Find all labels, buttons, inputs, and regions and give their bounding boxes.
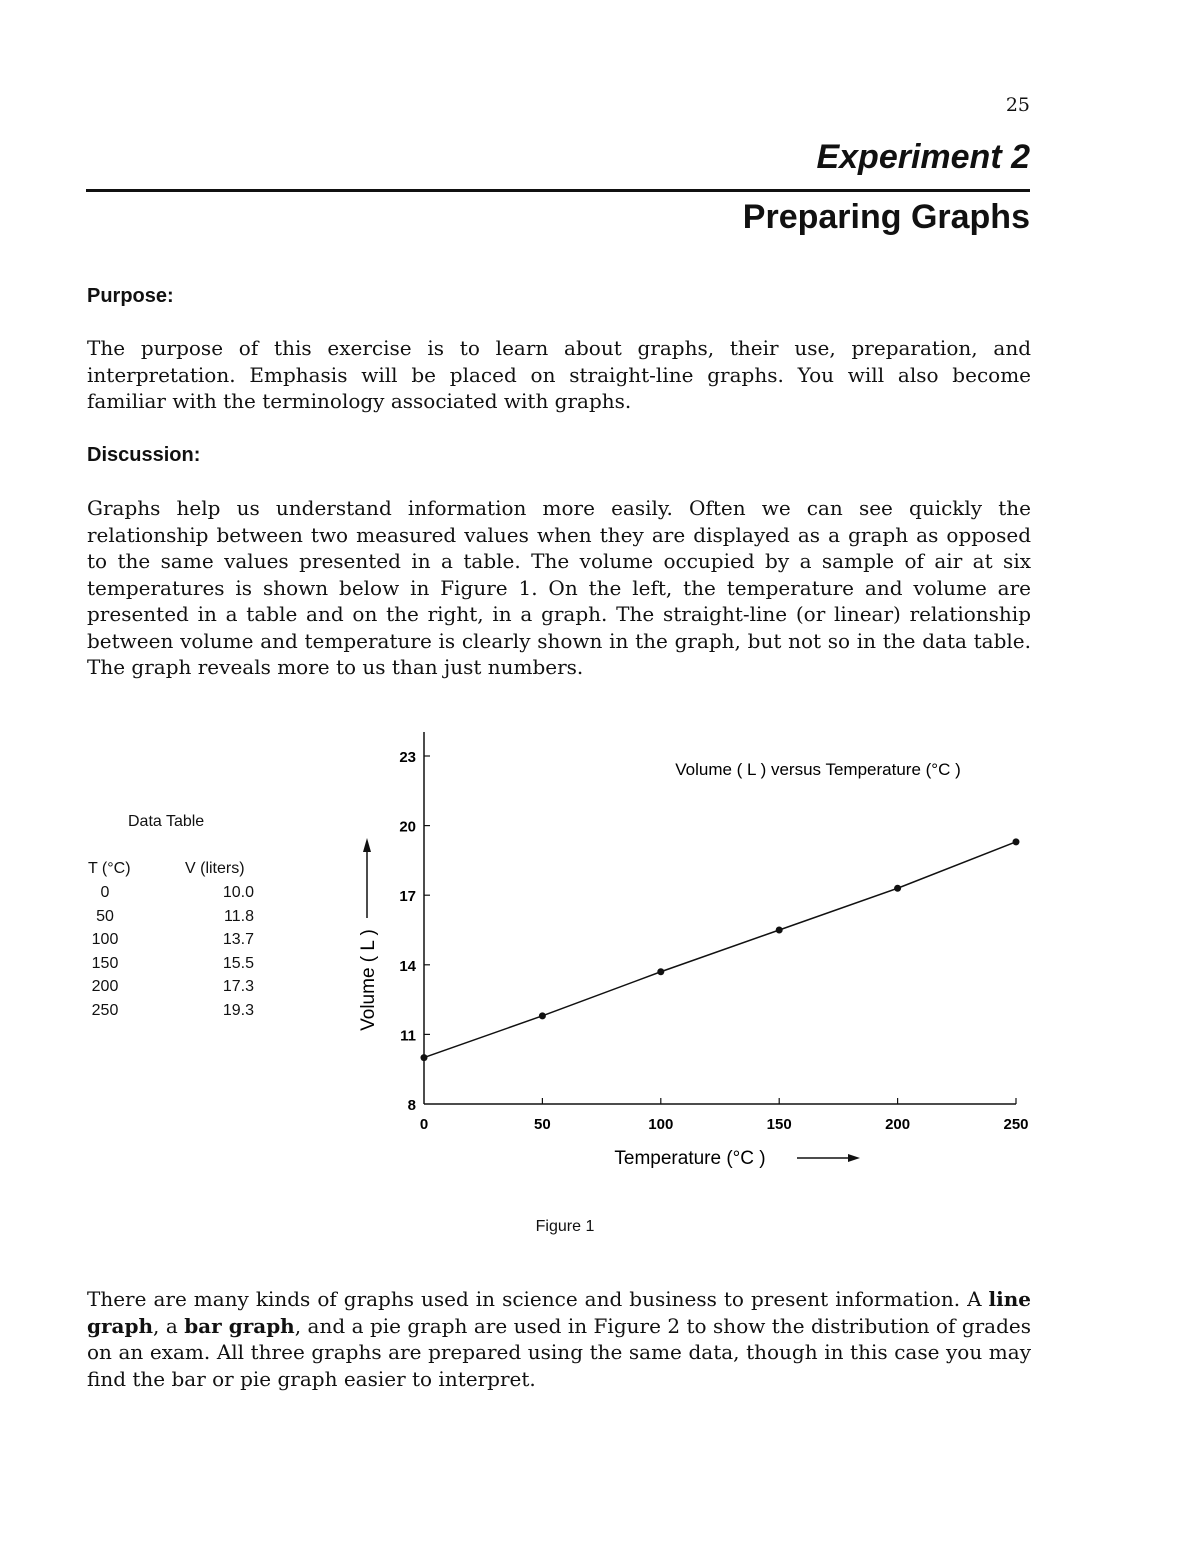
closing-text-2: , a bbox=[153, 1313, 185, 1338]
table-cell-volume: 13.7 bbox=[222, 931, 254, 948]
x-tick-label: 100 bbox=[648, 1116, 674, 1133]
chart-series bbox=[421, 838, 1020, 1061]
table-cell-volume: 19.3 bbox=[222, 1001, 254, 1019]
table-cell-temperature: 200 bbox=[91, 978, 119, 995]
y-axis-arrow bbox=[363, 838, 371, 918]
page-title: Preparing Graphs bbox=[742, 198, 1030, 236]
x-tick-label: 200 bbox=[885, 1116, 911, 1133]
line-graph-term: line graph bbox=[87, 1287, 1031, 1338]
closing-text-3: , and a pie graph are used in Figure 2 to show the distribution of grades on an exam. All three graphs are prepared using the same data, though in this case you may find the bar or pie graph easier to interpret. bbox=[87, 1313, 1032, 1391]
chart-ticks bbox=[399, 749, 1028, 1133]
y-tick-label: 8 bbox=[407, 1097, 416, 1114]
table-cell-temperature: 150 bbox=[91, 954, 119, 972]
data-point bbox=[776, 927, 783, 934]
chart-axes bbox=[424, 732, 1016, 1104]
table-cell-volume: 11.8 bbox=[224, 907, 254, 925]
closing-paragraph bbox=[87, 1286, 1031, 1392]
page-number: 25 bbox=[1005, 94, 1030, 116]
data-point bbox=[1013, 838, 1020, 845]
x-tick-label: 50 bbox=[534, 1116, 551, 1133]
data-table-header-temperature: T (°C) bbox=[88, 860, 131, 877]
figure-caption: Figure 1 bbox=[535, 1218, 595, 1235]
data-point bbox=[894, 885, 901, 892]
table-cell-temperature: 0 bbox=[100, 884, 110, 901]
x-axis-arrow bbox=[797, 1154, 860, 1162]
table-cell-volume: 15.5 bbox=[222, 954, 254, 972]
experiment-title: Experiment 2 bbox=[816, 138, 1030, 176]
data-point bbox=[657, 968, 664, 975]
series-line bbox=[424, 842, 1016, 1058]
x-tick-label: 0 bbox=[419, 1116, 429, 1133]
y-tick-label: 11 bbox=[400, 1027, 416, 1045]
y-axis-label: Volume ( L ) bbox=[358, 929, 379, 1031]
x-tick-label: 150 bbox=[766, 1116, 792, 1133]
purpose-heading: Purpose: bbox=[87, 285, 174, 307]
y-tick-label: 23 bbox=[399, 749, 416, 766]
purpose-paragraph: The purpose of this exercise is to learn about graphs, their use, preparation, and interpretation. Emphasis will be placed on straight-line graphs. You will also become familiar with the terminology associated with graphs. bbox=[87, 336, 1031, 413]
x-axis-label: Temperature (°C ) bbox=[614, 1148, 766, 1169]
discussion-heading: Discussion: bbox=[87, 444, 201, 466]
table-cell-temperature: 50 bbox=[96, 907, 114, 925]
table-cell-volume: 17.3 bbox=[222, 978, 254, 995]
data-point bbox=[539, 1012, 546, 1019]
data-table-header-volume: V (liters) bbox=[185, 860, 245, 877]
y-tick-label: 14 bbox=[399, 957, 416, 975]
discussion-paragraph: Graphs help us understand information more easily. Often we can see quickly the relationship between two measured values when they are displayed as a graph as opposed to the same values presented in a table. The volume occupied by a sample of air at six temperatures is shown below in Figure 1. On the left, the temperature and volume are presented in a table and on the right, in a graph. The straight-line (or linear) relationship between volume and temperature is clearly shown in the graph, but not so in the data table. The graph reveals more to us than just numbers. bbox=[87, 496, 1031, 679]
table-cell-temperature: 100 bbox=[91, 931, 119, 948]
bar-graph-term: bar graph bbox=[184, 1313, 295, 1338]
y-tick-label: 17 bbox=[399, 888, 416, 906]
data-table-title: Data Table bbox=[128, 813, 205, 830]
chart-title: Volume ( L ) versus Temperature (°C ) bbox=[675, 760, 961, 779]
data-point bbox=[421, 1054, 428, 1061]
table-cell-temperature: 250 bbox=[91, 1001, 119, 1019]
y-tick-label: 20 bbox=[399, 818, 416, 836]
closing-text-1: There are many kinds of graphs used in science and business to present information. A bbox=[87, 1287, 989, 1311]
x-tick-label: 250 bbox=[1003, 1116, 1029, 1133]
table-cell-volume: 10.0 bbox=[222, 884, 254, 901]
